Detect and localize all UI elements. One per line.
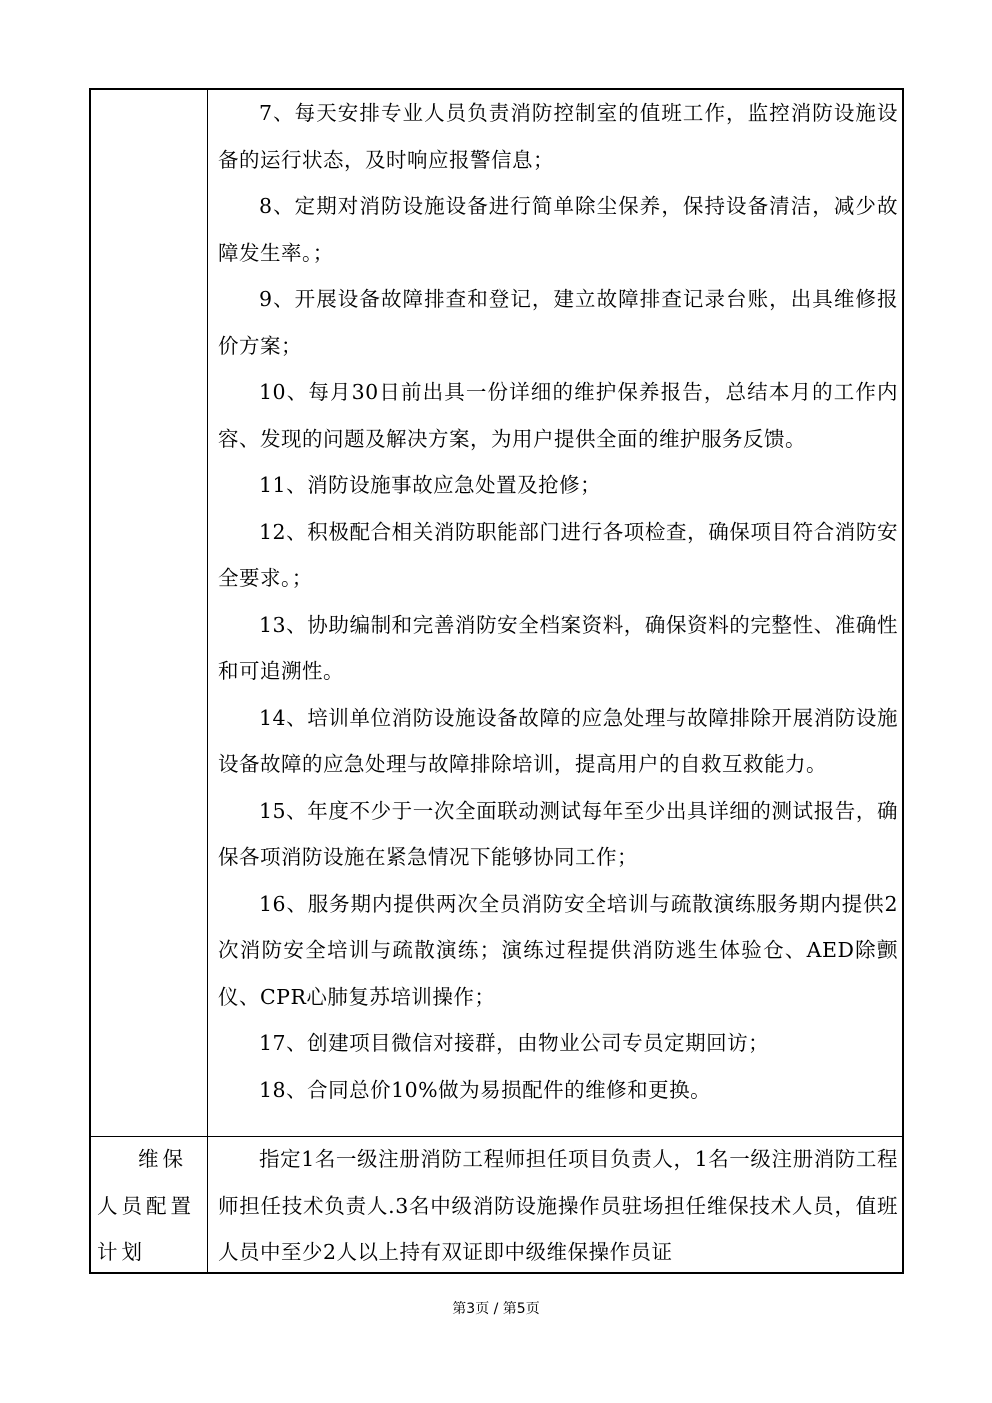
service-item-8: 8、定期对消防设施设备进行简单除尘保养，保持设备清洁，减少故障发生率。；: [218, 194, 898, 265]
service-item-13: 13、协助编制和完善消防安全档案资料，确保资料的完整性、准确性和可追溯性。: [218, 612, 898, 683]
service-item-16: 16、服务期内提供两次全员消防安全培训与疏散演练服务期内提供2次消防安全培训与疏散演练；演练过程提供消防逃生体验仓、AED除颤仪、CPR心肺复苏培训操作；: [218, 891, 898, 1009]
service-item-9: 9、开展设备故障排查和登记，建立故障排查记录台账，出具维修报价方案；: [218, 287, 898, 358]
staffing-label-line1: 维保: [138, 1147, 187, 1171]
column-divider: [207, 90, 208, 1272]
service-item-14: 14、培训单位消防设施设备故障的应急处理与故障排除开展消防设施设备故障的应急处理与故障排除培训，提高用户的自救互救能力。: [218, 705, 898, 776]
page-footer: 第3页 / 第5页: [452, 1301, 540, 1317]
service-item-12: 12、积极配合相关消防职能部门进行各项检查，确保项目符合消防安全要求。；: [218, 519, 898, 590]
staffing-label-line3: 计划: [97, 1240, 146, 1264]
service-item-18: 18、合同总价10%做为易损配件的维修和更换。: [259, 1077, 712, 1102]
staffing-content: 指定1名一级注册消防工程师担任项目负责人，1名一级注册消防工程师担任技术负责人.3名中级消防设施操作员驻场担任维保技术人员，值班人员中至少2人以上持有双证即中级维保操作员证: [218, 1147, 898, 1264]
service-item-10: 10、每月30日前出具一份详细的维护保养报告，总结本月的工作内容、发现的问题及解决方案，为用户提供全面的维护服务反馈。: [218, 380, 898, 451]
staffing-label-cell: [97, 1136, 203, 1276]
service-item-7: 7、每天安排专业人员负责消防控制室的值班工作，监控消防设施设备的运行状态，及时响应报警信息；: [218, 101, 898, 172]
document-table: [89, 88, 904, 1274]
staffing-content-cell: [218, 1136, 898, 1276]
service-item-15: 15、年度不少于一次全面联动测试每年至少出具详细的测试报告，确保各项消防设施在紧急情况下能够协同工作；: [218, 798, 898, 869]
service-item-11: 11、消防设施事故应急处置及抢修；: [259, 473, 602, 497]
service-item-17: 17、创建项目微信对接群，由物业公司专员定期回访；: [259, 1031, 770, 1055]
staffing-label-line2: 人员配置: [97, 1193, 195, 1218]
service-items-cell: [218, 90, 898, 1113]
